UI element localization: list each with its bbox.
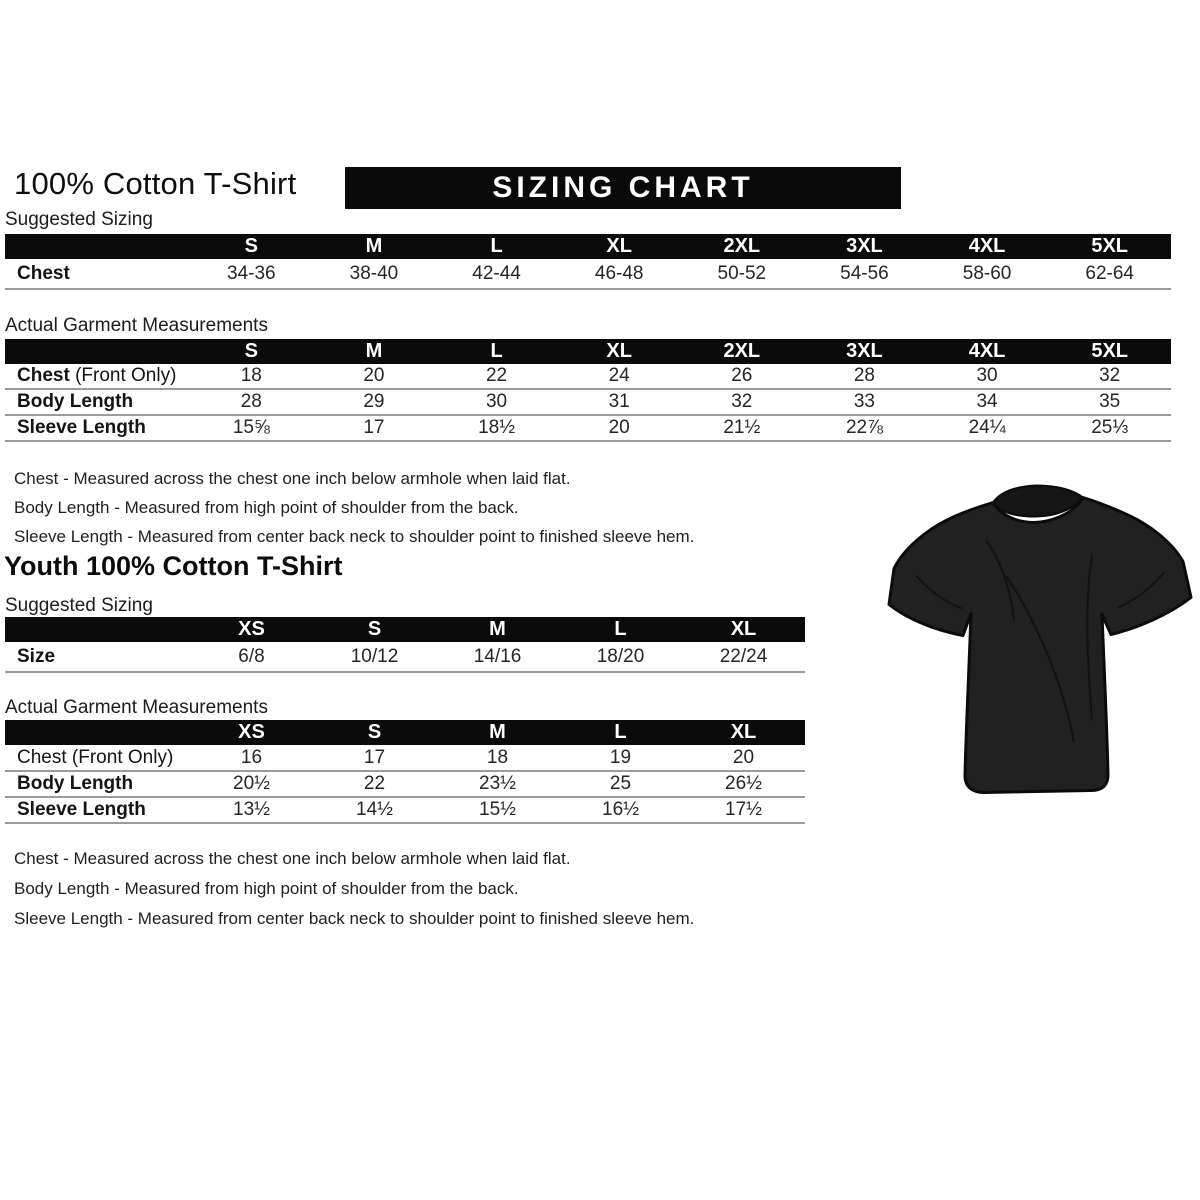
measurement-value-cell: 46-48 — [594, 262, 644, 284]
measurement-value-cell: 28 — [853, 365, 875, 386]
header-spacer-cell — [5, 339, 190, 364]
page-title: 100% Cotton T-Shirt — [14, 166, 297, 201]
youth-title: Youth 100% Cotton T-Shirt — [4, 551, 343, 581]
size-column-header: L — [559, 617, 682, 642]
adult-suggested-sizing-table — [5, 234, 1171, 290]
adult-suggested-sizing-label: Suggested Sizing — [5, 209, 153, 230]
youth-actual-measurements-table — [5, 720, 805, 824]
size-column-header: 4XL — [926, 234, 1049, 259]
size-column-header: XS — [190, 720, 313, 745]
measurement-value-cell: 42-44 — [472, 262, 521, 284]
measurement-row-label: Chest (Front Only) — [17, 746, 174, 768]
measurement-value-cell: 54-56 — [840, 262, 889, 284]
measurement-value-cell: 14½ — [356, 799, 393, 820]
measurement-value-cell: 20½ — [233, 773, 270, 794]
tshirt-body-shape — [889, 498, 1191, 793]
measurement-value-cell: 50-52 — [717, 262, 767, 284]
note-line: Sleeve Length - Measured from center back neck to shoulder point to finished sleeve hem. — [14, 527, 695, 546]
measurement-value-cell: 18½ — [478, 417, 516, 438]
measurement-row — [5, 771, 805, 797]
measurement-value-cell: 22⅞ — [845, 417, 883, 438]
black-tshirt-image — [886, 478, 1194, 808]
measurement-value-cell: 20 — [732, 746, 755, 768]
measurement-value-cell: 20 — [608, 417, 630, 438]
measurement-row-label: Size — [17, 645, 56, 667]
measurement-value-cell: 17 — [363, 746, 386, 768]
size-column-header: S — [313, 720, 436, 745]
measurement-value-cell: 17 — [363, 417, 385, 438]
size-column-header: XL — [682, 720, 805, 745]
size-column-header: XL — [558, 339, 681, 364]
measurement-row — [5, 797, 805, 823]
size-header-row — [5, 720, 805, 745]
measurement-value-cell: 16 — [240, 746, 263, 768]
size-column-header: L — [559, 720, 682, 745]
youth-measurement-notes — [14, 844, 694, 934]
measurement-value-cell: 23½ — [479, 773, 516, 794]
measurement-value-cell: 16½ — [602, 799, 639, 820]
measurement-value-cell: 25⅓ — [1091, 417, 1129, 438]
measurement-value-cell: 29 — [363, 391, 385, 412]
size-column-header: 2XL — [681, 339, 804, 364]
header-spacer-cell — [5, 617, 190, 642]
header-spacer-cell — [5, 720, 190, 745]
measurement-value-cell: 24¼ — [968, 417, 1006, 438]
size-column-header: L — [435, 234, 558, 259]
measurement-value-cell: 28 — [240, 391, 262, 412]
youth-suggested-sizing-table — [5, 617, 805, 673]
measurement-value-cell: 38-40 — [349, 262, 399, 284]
size-column-header: XL — [558, 234, 681, 259]
size-column-header: S — [313, 617, 436, 642]
measurement-row — [5, 364, 1171, 389]
measurement-value-cell: 17½ — [725, 799, 762, 820]
measurement-value-cell: 33 — [853, 391, 875, 412]
measurement-value-cell: 31 — [608, 391, 630, 412]
measurement-value-cell: 18/20 — [596, 645, 645, 667]
measurement-value-cell: 35 — [1099, 391, 1121, 412]
size-column-header: 3XL — [803, 234, 926, 259]
measurement-value-cell: 32 — [1099, 365, 1121, 386]
measurement-value-cell: 22/24 — [719, 645, 768, 667]
size-header-row — [5, 234, 1171, 259]
measurement-value-cell: 30 — [485, 391, 508, 412]
adult-actual-measurements-label: Actual Garment Measurements — [5, 315, 268, 336]
measurement-value-cell: 18 — [486, 746, 509, 768]
size-column-header: M — [313, 234, 436, 259]
note-line: Body Length - Measured from high point of shoulder from the back. — [14, 879, 519, 898]
measurement-row-label: Body Length — [17, 773, 134, 794]
measurement-value-cell: 32 — [731, 391, 753, 412]
measurement-value-cell: 26½ — [725, 773, 762, 794]
youth-actual-measurements-label: Actual Garment Measurements — [5, 697, 268, 718]
measurement-row — [5, 389, 1171, 415]
note-line: Body Length - Measured from high point of shoulder from the back. — [14, 498, 519, 517]
size-column-header: XS — [190, 617, 313, 642]
size-column-header: XL — [682, 617, 805, 642]
measurement-value-cell: 34 — [976, 391, 998, 412]
measurement-row — [5, 415, 1171, 441]
measurement-value-cell: 25 — [609, 773, 632, 794]
measurement-row-label: Sleeve Length — [17, 799, 146, 820]
size-column-header: L — [435, 339, 558, 364]
youth-suggested-sizing-label: Suggested Sizing — [5, 595, 153, 616]
measurement-value-cell: 22 — [363, 773, 386, 794]
measurement-value-cell: 26 — [731, 365, 753, 386]
measurement-row-label: Chest (Front Only) — [17, 365, 177, 386]
measurement-value-cell: 13½ — [233, 799, 270, 820]
size-header-row — [5, 617, 805, 642]
size-column-header: 5XL — [1048, 339, 1171, 364]
measurement-row — [5, 642, 805, 672]
size-column-header: S — [190, 339, 313, 364]
measurement-value-cell: 24 — [608, 365, 630, 386]
size-column-header: M — [436, 617, 559, 642]
measurement-row-label: Body Length — [17, 391, 134, 412]
size-header-row — [5, 339, 1171, 364]
measurement-value-cell: 19 — [609, 746, 632, 768]
note-line: Sleeve Length - Measured from center back neck to shoulder point to finished sleeve hem. — [14, 909, 695, 928]
measurement-value-cell: 15⅝ — [232, 417, 270, 438]
header-spacer-cell — [5, 234, 190, 259]
size-column-header: 2XL — [681, 234, 804, 259]
measurement-value-cell: 20 — [363, 365, 385, 386]
measurement-value-cell: 30 — [976, 365, 998, 386]
size-column-header: 5XL — [1048, 234, 1171, 259]
measurement-value-cell: 18 — [240, 365, 262, 386]
note-line: Chest - Measured across the chest one inch below armhole when laid flat. — [14, 469, 571, 488]
size-column-header: 3XL — [803, 339, 926, 364]
size-column-header: M — [436, 720, 559, 745]
adult-measurement-notes — [14, 464, 694, 551]
measurement-value-cell: 14/16 — [473, 645, 522, 667]
measurement-value-cell: 6/8 — [238, 645, 265, 667]
measurement-value-cell: 21½ — [723, 417, 761, 438]
measurement-row — [5, 259, 1171, 289]
tshirt-image-container — [886, 478, 1194, 808]
measurement-value-cell: 15½ — [479, 799, 516, 820]
measurement-row — [5, 745, 805, 771]
size-column-header: M — [313, 339, 436, 364]
adult-actual-measurements-table — [5, 339, 1171, 442]
note-line: Chest - Measured across the chest one inch below armhole when laid flat. — [14, 849, 571, 868]
sizing-chart-banner: SIZING CHART — [345, 167, 901, 209]
measurement-value-cell: 22 — [485, 365, 508, 386]
size-column-header: 4XL — [926, 339, 1049, 364]
measurement-value-cell: 62-64 — [1085, 262, 1134, 284]
size-column-header: S — [190, 234, 313, 259]
measurement-value-cell: 58-60 — [962, 262, 1012, 284]
measurement-value-cell: 34-36 — [227, 262, 276, 284]
measurement-value-cell: 10/12 — [350, 645, 399, 667]
measurement-row-label: Sleeve Length — [17, 417, 146, 438]
measurement-row-label: Chest — [17, 262, 70, 284]
